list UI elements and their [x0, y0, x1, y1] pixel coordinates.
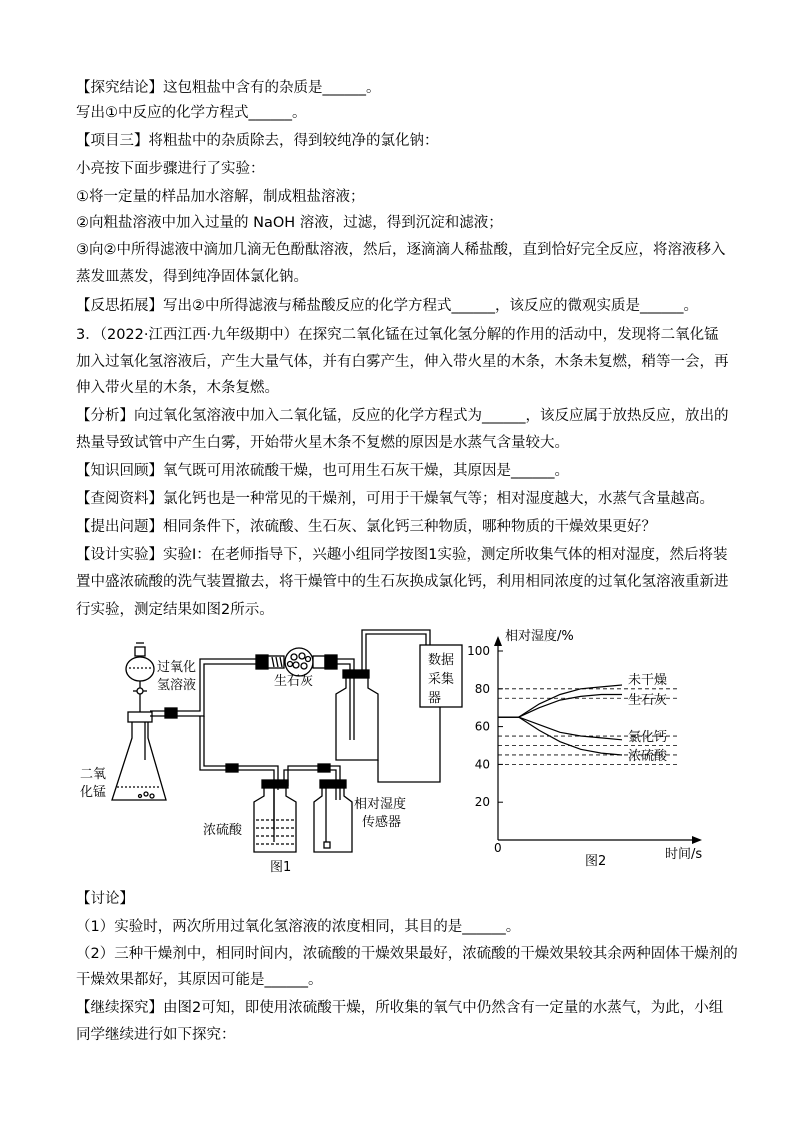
chart-origin: 0 [494, 841, 502, 855]
figure-2-caption: 图2 [585, 854, 607, 869]
chart-series-label: 氯化钙 [628, 730, 668, 745]
label-collector-1: 数据 [428, 653, 455, 668]
label-mno2-2: 化锰 [80, 785, 107, 800]
text-line: 【反思拓展】写出②中所得滤液与稀盐酸反应的化学方程式______，该反应的微观实质是______。 [76, 298, 698, 314]
label-h2o2-2: 氢溶液 [157, 678, 197, 693]
chart-y-arrow [494, 636, 502, 646]
text-line: 【继续探究】由图2可知，即使用浓硫酸干燥，所收集的氧气中仍然含有一定量的水蒸气，为此，小组 [76, 1000, 724, 1016]
text-line: ①将一定量的样品加水溶解，制成粗盐溶液； [76, 189, 365, 205]
label-sensor-1: 相对湿度 [354, 797, 407, 812]
text-line: 【知识回顾】氧气既可用浓硫酸干燥，也可用生石灰干燥，其原因是______。 [76, 463, 569, 479]
sensor-bottle [314, 780, 352, 852]
chart-ylabel: 相对湿度/% [505, 629, 574, 644]
separatory-funnel [126, 643, 154, 715]
text-line: 写出①中反应的化学方程式______。 [76, 105, 307, 121]
figure-area [0, 615, 794, 877]
text-line: （2）三种干燥剂中，相同时间内，浓硫酸的干燥效果最好，浓硫酸的干燥效果较其余两种固体干燥剂的 [76, 946, 738, 962]
figure-1-caption: 图1 [270, 860, 292, 875]
chart-y-tick-label: 20 [474, 795, 490, 810]
text-line: 【项目三】将粗盐中的杂质除去，得到较纯净的氯化钠： [76, 133, 439, 149]
figure-2-chart [467, 636, 702, 844]
figure-1-labels [80, 652, 454, 875]
chart-y-tick-label: 100 [467, 644, 490, 658]
text-line: 【探究结论】这包粗盐中含有的杂质是______。 [76, 80, 381, 96]
text-line: 【设计实验】实验Ⅰ：在老师指导下，兴趣小组同学按图1实验，测定所收集气体的相对湿度，然后将装 [76, 547, 728, 563]
text-line: 小亮按下面步骤进行了实验： [76, 161, 265, 177]
text-line: 【讨论】 [76, 891, 134, 907]
chart-y-tick-label: 40 [474, 757, 490, 772]
wash-bottle [254, 780, 296, 852]
chart-y-tick-label: 80 [474, 681, 490, 696]
chart-series-label: 浓硫酸 [628, 749, 668, 764]
label-cao: 生石灰 [274, 674, 314, 689]
label-mno2-1: 二氧 [80, 767, 107, 782]
label-collector-3: 器 [428, 691, 442, 706]
text-line: 蒸发皿蒸发，得到纯净固体氯化钠。 [76, 269, 308, 285]
drying-tube [256, 648, 337, 676]
text-line: 热量导致试管中产生白雾，开始带火星木条不复燃的原因是水蒸气含量较大。 [76, 435, 569, 451]
text-line: 【分析】向过氧化氢溶液中加入二氧化锰，反应的化学方程式为______，该反应属于放热反应，放出的 [76, 408, 729, 424]
conical-flask [112, 712, 166, 800]
text-line: 伸入带火星的木条，木条复燃。 [76, 380, 279, 396]
text-line: 置中盛浓硫酸的洗气装置撤去，将干燥管中的生石灰换成氯化钙，利用相同浓度的过氧化氢溶液重新进 [76, 574, 729, 590]
text-line: 【提出问题】相同条件下，浓硫酸、生石灰、氯化钙三种物质，哪种物质的干燥效果更好？ [76, 519, 656, 535]
chart-xlabel: 时间/s [665, 847, 703, 862]
text-line: ③向②中所得滤液中滴加几滴无色酚酞溶液，然后，逐滴滴人稀盐酸，直到恰好完全反应，将溶液移入 [76, 242, 726, 258]
text-line: ②向粗盐溶液中加入过量的 NaOH 溶液，过滤，得到沉淀和滤液； [76, 215, 503, 231]
collection-bottle [336, 670, 378, 760]
label-h2o2-1: 过氧化 [157, 660, 197, 675]
chart-y-tick-label: 60 [474, 719, 490, 734]
text-line: 行实验，测定结果如图2所示。 [76, 602, 274, 618]
chart-series-label: 未干燥 [628, 673, 668, 688]
text-line: 加入过氧化氢溶液后，产生大量气体，并有白雾产生，伸入带火星的木条，木条未复燃，稍等一会，再 [76, 354, 729, 370]
chart-series-line [498, 685, 622, 717]
text-line: 同学继续进行如下探究： [76, 1027, 236, 1043]
label-sensor-2: 传感器 [362, 815, 402, 830]
label-h2so4: 浓硫酸 [203, 823, 243, 838]
text-line: 【查阅资料】氯化钙也是一种常见的干燥剂，可用于干燥氧气等；相对湿度越大，水蒸气含量越高。 [76, 491, 714, 507]
label-collector-2: 采集 [428, 672, 455, 687]
chart-series-label: 生石灰 [628, 693, 668, 708]
text-line: 干燥效果都好，其原因可能是______。 [76, 972, 323, 988]
chart-x-arrow [692, 836, 702, 844]
text-line: （1）实验时，两次所用过氧化氢溶液的浓度相同，其目的是______。 [76, 919, 521, 935]
text-line: 3．（2022·江西江西·九年级期中）在探究二氧化锰在过氧化氢分解的作用的活动中，发现将二氧化锰 [76, 327, 719, 343]
